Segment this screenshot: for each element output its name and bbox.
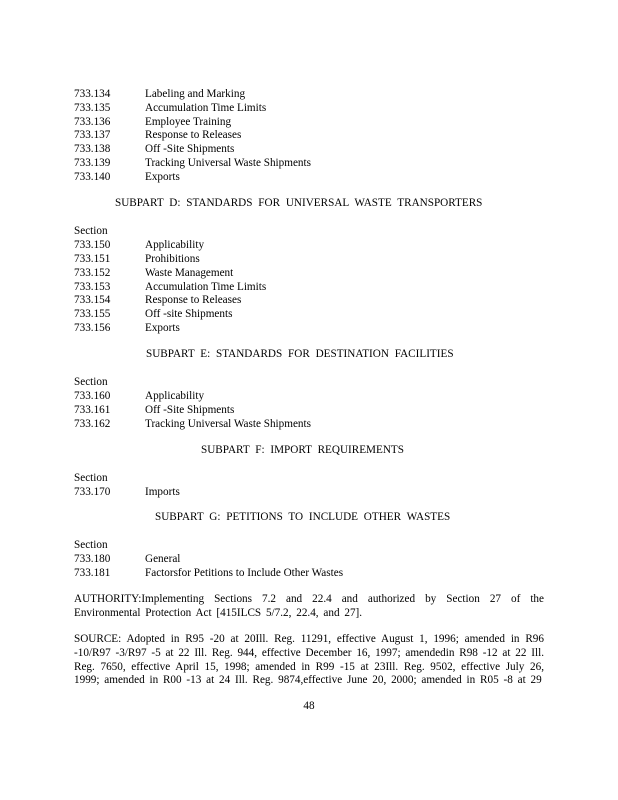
- authority-paragraph: AUTHORITY:Implementing Sections 7.2 and 22.4 and authorized by Section 27 of the Environmental Protection Act [415ILCS 5/7.2, 22.4, and 27].: [74, 593, 544, 619]
- section-number: 733.134: [74, 88, 111, 100]
- section-number: 733.162: [74, 418, 111, 430]
- section-title: Exports: [145, 171, 180, 183]
- subpart-d-heading: SUBPART D: STANDARDS FOR UNIVERSAL WASTE TRANSPORTERS: [115, 197, 483, 209]
- section-title: Response to Releases: [145, 294, 242, 306]
- section-number: 733.136: [74, 116, 111, 128]
- source-paragraph: SOURCE: Adopted in R95 -20 at 20Ill. Reg. 11291, effective August 1, 1996; amended in R96 -10/R97 -3/R97 -5 at 22 Ill. Reg. 944, effective December 16, 1997; amendedin R98 -12 at 22 Ill. Reg. 7650, effective April 15, 1998; amended in R99 -15 at 23Ill. Reg. 9502, effective July 26, 1999; amended in R00 -13 at 24 Ill. Reg. 9874,effective June 20, 2000; amended in R05 -8 at 29: [74, 633, 545, 687]
- subpart-g-heading: SUBPART G: PETITIONS TO INCLUDE OTHER WASTES: [155, 511, 451, 523]
- section-number: 733.160: [74, 390, 111, 402]
- section-title: Applicability: [145, 390, 205, 402]
- section-label: Section: [74, 472, 108, 484]
- section-number: 733.152: [74, 267, 111, 279]
- section-number: 733.150: [74, 239, 111, 251]
- section-title: Off -Site Shipments: [145, 404, 235, 416]
- section-number: 733.180: [74, 553, 111, 565]
- section-title: Off -Site Shipments: [145, 143, 235, 155]
- section-number: 733.155: [74, 308, 111, 320]
- section-number: 733.156: [74, 322, 111, 334]
- section-title: General: [145, 553, 181, 565]
- section-title: Imports: [145, 486, 180, 498]
- section-number: 733.140: [74, 171, 111, 183]
- section-label: Section: [74, 539, 108, 551]
- section-title: Accumulation Time Limits: [145, 102, 267, 114]
- section-number: 733.151: [74, 253, 111, 265]
- section-number: 733.135: [74, 102, 111, 114]
- section-number: 733.181: [74, 567, 111, 579]
- section-title: Response to Releases: [145, 129, 242, 141]
- subpart-f-heading: SUBPART F: IMPORT REQUIREMENTS: [201, 444, 404, 456]
- section-title: Tracking Universal Waste Shipments: [145, 157, 311, 169]
- section-title: Accumulation Time Limits: [145, 281, 267, 293]
- section-label: Section: [74, 225, 108, 237]
- section-title: Off -site Shipments: [145, 308, 233, 320]
- section-title: Waste Management: [145, 267, 234, 279]
- section-title: Employee Training: [145, 116, 232, 128]
- section-title: Tracking Universal Waste Shipments: [145, 418, 311, 430]
- section-title: Factorsfor Petitions to Include Other Wastes: [145, 567, 344, 579]
- subpart-e-heading: SUBPART E: STANDARDS FOR DESTINATION FACILITIES: [146, 348, 454, 360]
- section-number: 733.137: [74, 129, 111, 141]
- section-title: Labeling and Marking: [145, 88, 246, 100]
- section-number: 733.161: [74, 404, 111, 416]
- section-number: 733.154: [74, 294, 111, 306]
- section-title: Exports: [145, 322, 180, 334]
- section-number: 733.139: [74, 157, 111, 169]
- section-label: Section: [74, 376, 108, 388]
- section-title: Prohibitions: [145, 253, 200, 265]
- section-title: Applicability: [145, 239, 205, 251]
- section-number: 733.153: [74, 281, 111, 293]
- section-number: 733.138: [74, 143, 111, 155]
- page-number: 48: [303, 700, 315, 712]
- section-number: 733.170: [74, 486, 111, 498]
